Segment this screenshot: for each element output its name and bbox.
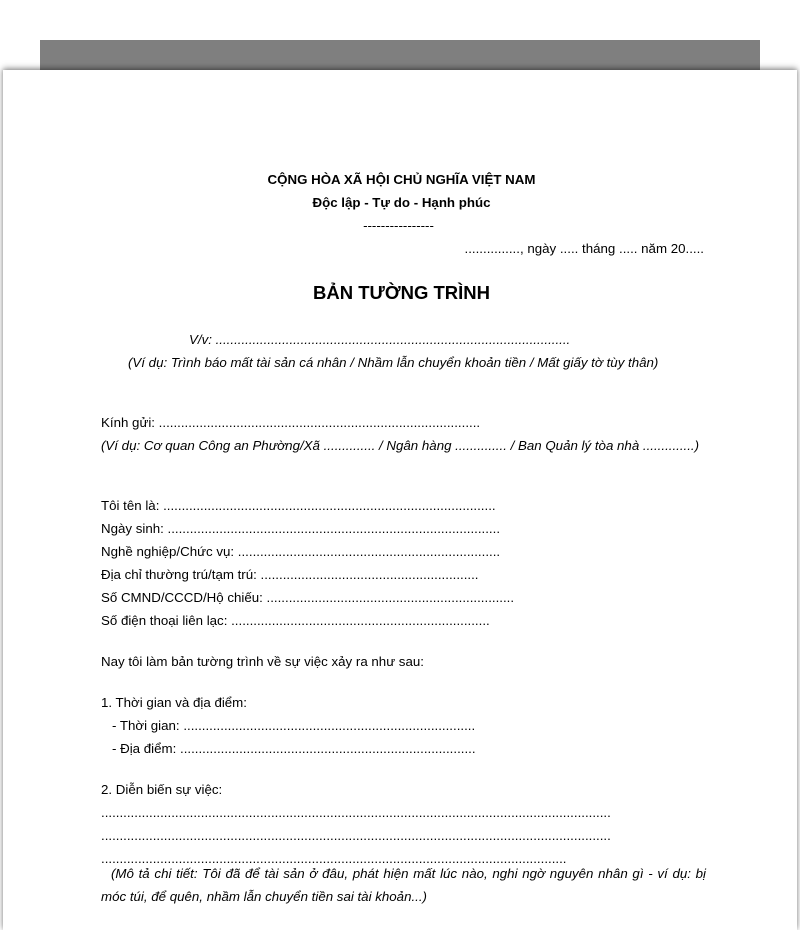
field-blank: ................................................................... (266, 590, 515, 605)
section1-heading: 1. Thời gian và địa điểm: (101, 695, 247, 710)
field-address[interactable] (101, 563, 479, 586)
field-blank: ...................................................................... (231, 613, 490, 628)
field-blank: ....................................................................... (237, 544, 501, 559)
field-full-name[interactable] (101, 494, 496, 517)
recipient-example: (Ví dụ: Cơ quan Công an Phường/Xã .............. / Ngân hàng .............. / Ban Quản lý tòa nhà ..............) (101, 438, 700, 453)
document-page (3, 70, 797, 930)
motto: Độc lập - Tự do - Hạnh phúc (312, 195, 491, 210)
field-label: Tôi tên là: (101, 498, 160, 513)
field-label: - Địa điểm: (112, 741, 177, 756)
field-label: Nghề nghiệp/Chức vụ: (101, 544, 235, 559)
subject-example: (Ví dụ: Trình báo mất tài sản cá nhân / Nhầm lẫn chuyển khoản tiền / Mất giấy tờ tùy thân) (128, 355, 659, 370)
subject-line[interactable]: V/v: ................................................................................................ (189, 332, 571, 347)
field-incident-time[interactable] (112, 714, 475, 737)
field-blank: ............................................................................... (183, 718, 476, 733)
field-label: Địa chỉ thường trú/tạm trú: (101, 567, 257, 582)
field-occupation[interactable] (101, 540, 500, 563)
field-incident-place[interactable] (112, 737, 476, 760)
country-heading: CỘNG HÒA XÃ HỘI CHỦ NGHĨA VIỆT NAM (267, 172, 536, 187)
document-title: BẢN TƯỜNG TRÌNH (312, 282, 491, 303)
description-line-1[interactable]: .......................................................................................................................................... (101, 805, 611, 820)
intro-statement: Nay tôi làm bản tường trình về sự việc xảy ra như sau: (101, 654, 424, 669)
field-blank: ........................................................... (260, 567, 479, 582)
field-date-of-birth[interactable] (101, 517, 500, 540)
field-label: Số điện thoại liên lạc: (101, 613, 228, 628)
place-date-text: ..............., ngày ..... tháng ..... năm 20..... (464, 241, 704, 256)
recipient-line[interactable]: Kính gửi: ....................................................................................... (101, 415, 481, 430)
description-hint: (Mô tả chi tiết: Tôi đã để tài sản ở đâu, phát hiện mất lúc nào, nghi ngờ nguyên nhân gì - ví dụ: bị móc túi, để quên, nhầm lẫn chuyển tiền sai tài khoản...) (101, 866, 706, 904)
section2-heading: 2. Diễn biến sự việc: (101, 782, 223, 797)
field-blank: .......................................................................................... (163, 498, 496, 513)
field-blank: .......................................................................................... (167, 521, 501, 536)
field-blank: ................................................................................ (180, 741, 476, 756)
field-id-number[interactable] (101, 586, 514, 609)
field-phone[interactable] (101, 609, 490, 632)
field-label: Số CMND/CCCD/Hộ chiếu: (101, 590, 263, 605)
description-line-3[interactable]: .............................................................................................................................. (101, 851, 567, 866)
header-divider: ---------------- (363, 218, 434, 233)
field-label: - Thời gian: (112, 718, 180, 733)
description-line-2[interactable]: .......................................................................................................................................... (101, 828, 611, 843)
field-label: Ngày sinh: (101, 521, 164, 536)
place-date-line[interactable] (465, 237, 704, 260)
